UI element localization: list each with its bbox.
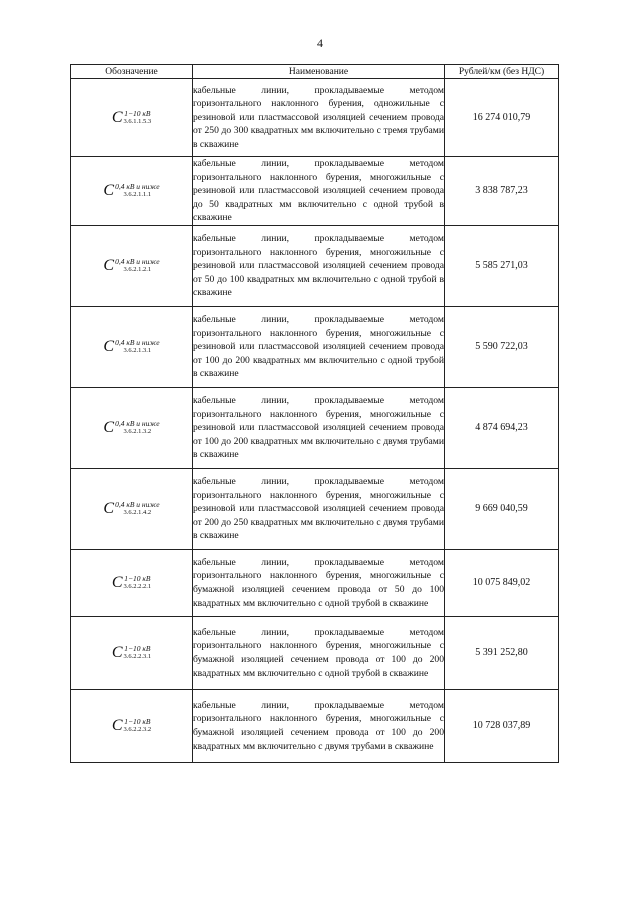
header-designation: Обозначение	[71, 65, 193, 79]
designation-cell	[71, 225, 193, 306]
table-row	[71, 225, 559, 306]
price-cell: 5 391 252,80	[445, 616, 559, 689]
designation-cell	[71, 157, 193, 226]
price-cell: 16 274 010,79	[445, 79, 559, 157]
table-row	[71, 306, 559, 387]
designation-code: 3.6.2.2.3.1	[123, 652, 152, 660]
description-cell: кабельные линии, прокладываемые методом горизонтального наклонного бурения, многожильные с резиновой или пластмассовой изоляцией сечением провода от 100 до 200 квадратных мм включительно с двумя трубами в скважине	[193, 387, 445, 468]
description-cell: кабельные линии, прокладываемые методом горизонтального наклонного бурения, многожильные с бумажной изоляцией сечением провода от 100 до 200 квадратных мм включительно с двумя трубами в скважине	[193, 689, 445, 762]
description-cell: кабельные линии, прокладываемые методом горизонтального наклонного бурения, многожильные с резиновой или пластмассовой изоляцией сечением провода от 200 до 250 квадратных мм включительно с двумя трубами в скважине	[193, 468, 445, 549]
voltage-class: 1−10 кВ	[124, 109, 151, 118]
table-row	[71, 616, 559, 689]
voltage-class: 1−10 кВ	[124, 717, 151, 727]
price-cell: 3 838 787,23	[445, 157, 559, 226]
designation-code: 3.6.2.1.3.1	[123, 346, 152, 354]
designation-cell	[71, 387, 193, 468]
designation-cell	[71, 616, 193, 689]
designation-symbol: C 0,4 кВ и ниже 3.6.2.1.2.1	[103, 256, 160, 274]
header-name: Наименование	[193, 65, 445, 79]
designation-code: 3.6.2.1.1.1	[123, 190, 152, 198]
price-cell: 5 585 271,03	[445, 225, 559, 306]
page-number: 4	[317, 36, 323, 50]
designation-symbol: C 0,4 кВ и ниже 3.6.2.1.3.2	[103, 418, 160, 436]
designation-code: 3.6.2.1.3.2	[123, 427, 152, 435]
designation-symbol: C 0,4 кВ и ниже 3.6.2.1.3.1	[103, 337, 160, 355]
designation-symbol: C 1−10 кВ 3.6.1.1.5.3	[111, 108, 152, 126]
description-cell: кабельные линии, прокладываемые методом горизонтального наклонного бурения, многожильные с резиновой или пластмассовой изоляцией сечением провода от 50 до 100 квадратных мм включительно с одной трубой в скважине	[193, 225, 445, 306]
voltage-class: 0,4 кВ и ниже	[115, 338, 160, 348]
designation-code: 3.6.2.2.2.1	[123, 582, 152, 590]
voltage-class: 1−10 кВ	[124, 644, 151, 654]
designation-cell	[71, 468, 193, 549]
designation-cell	[71, 306, 193, 387]
description-cell: кабельные линии, прокладываемые методом горизонтального наклонного бурения, многожильные с бумажной изоляцией сечением провода от 100 до 200 квадратных мм включительно с одной трубой в скважине	[193, 616, 445, 689]
table-row	[71, 549, 559, 616]
designation-symbol: C 0,4 кВ и ниже 3.6.2.1.4.2	[103, 499, 160, 517]
voltage-class: 0,4 кВ и ниже	[115, 500, 160, 510]
designation-symbol: C 1−10 кВ 3.6.2.2.2.1	[111, 573, 152, 591]
table-header-row	[71, 65, 559, 79]
designation-symbol: C 1−10 кВ 3.6.2.2.3.1	[111, 643, 152, 661]
table-row	[71, 157, 559, 226]
price-cell: 10 728 037,89	[445, 689, 559, 762]
voltage-class: 0,4 кВ и ниже	[115, 182, 160, 192]
table-row	[71, 689, 559, 762]
description-cell: кабельные линии, прокладываемые методом горизонтального наклонного бурения, многожильные с резиновой или пластмассовой изоляцией сечением провода от 100 до 200 квадратных мм включительно с одной трубой в скважине	[193, 306, 445, 387]
description-cell: кабельные линии, прокладываемые методом горизонтального наклонного бурения, многожильные с резиновой или пластмассовой изоляцией сечением провода до 50 квадратных мм включительно с одной трубой в скважине	[193, 157, 445, 226]
designation-cell	[71, 79, 193, 157]
header-price: Рублей/км (без НДС)	[445, 65, 559, 79]
voltage-class: 0,4 кВ и ниже	[115, 419, 160, 429]
price-table	[70, 64, 559, 763]
designation-code: 3.6.2.2.3.2	[123, 725, 152, 733]
designation-cell	[71, 549, 193, 616]
price-cell: 9 669 040,59	[445, 468, 559, 549]
designation-code: 3.6.1.1.5.3	[123, 117, 152, 125]
designation-code: 3.6.2.1.2.1	[123, 265, 152, 273]
price-cell: 5 590 722,03	[445, 306, 559, 387]
designation-cell	[71, 689, 193, 762]
voltage-class: 0,4 кВ и ниже	[115, 257, 160, 267]
table-row	[71, 387, 559, 468]
price-cell: 10 075 849,02	[445, 549, 559, 616]
designation-symbol: C 1−10 кВ 3.6.2.2.3.2	[111, 716, 152, 734]
table-row	[71, 468, 559, 549]
price-cell: 4 874 694,23	[445, 387, 559, 468]
voltage-class: 1−10 кВ	[124, 574, 151, 584]
description-cell: кабельные линии, прокладываемые методом горизонтального наклонного бурения, многожильные с бумажной изоляцией сечением провода от 50 до 100 квадратных мм включительно с одной трубой в скважине	[193, 549, 445, 616]
designation-symbol: C 0,4 кВ и ниже 3.6.2.1.1.1	[103, 181, 160, 199]
description-cell: кабельные линии, прокладываемые методом горизонтального наклонного бурения, одножильные с резиновой или пластмассовой изоляцией сечением провода от 250 до 300 квадратных мм включительно с тремя трубами в скважине	[193, 79, 445, 157]
table-row	[71, 79, 559, 157]
designation-code: 3.6.2.1.4.2	[123, 508, 152, 516]
